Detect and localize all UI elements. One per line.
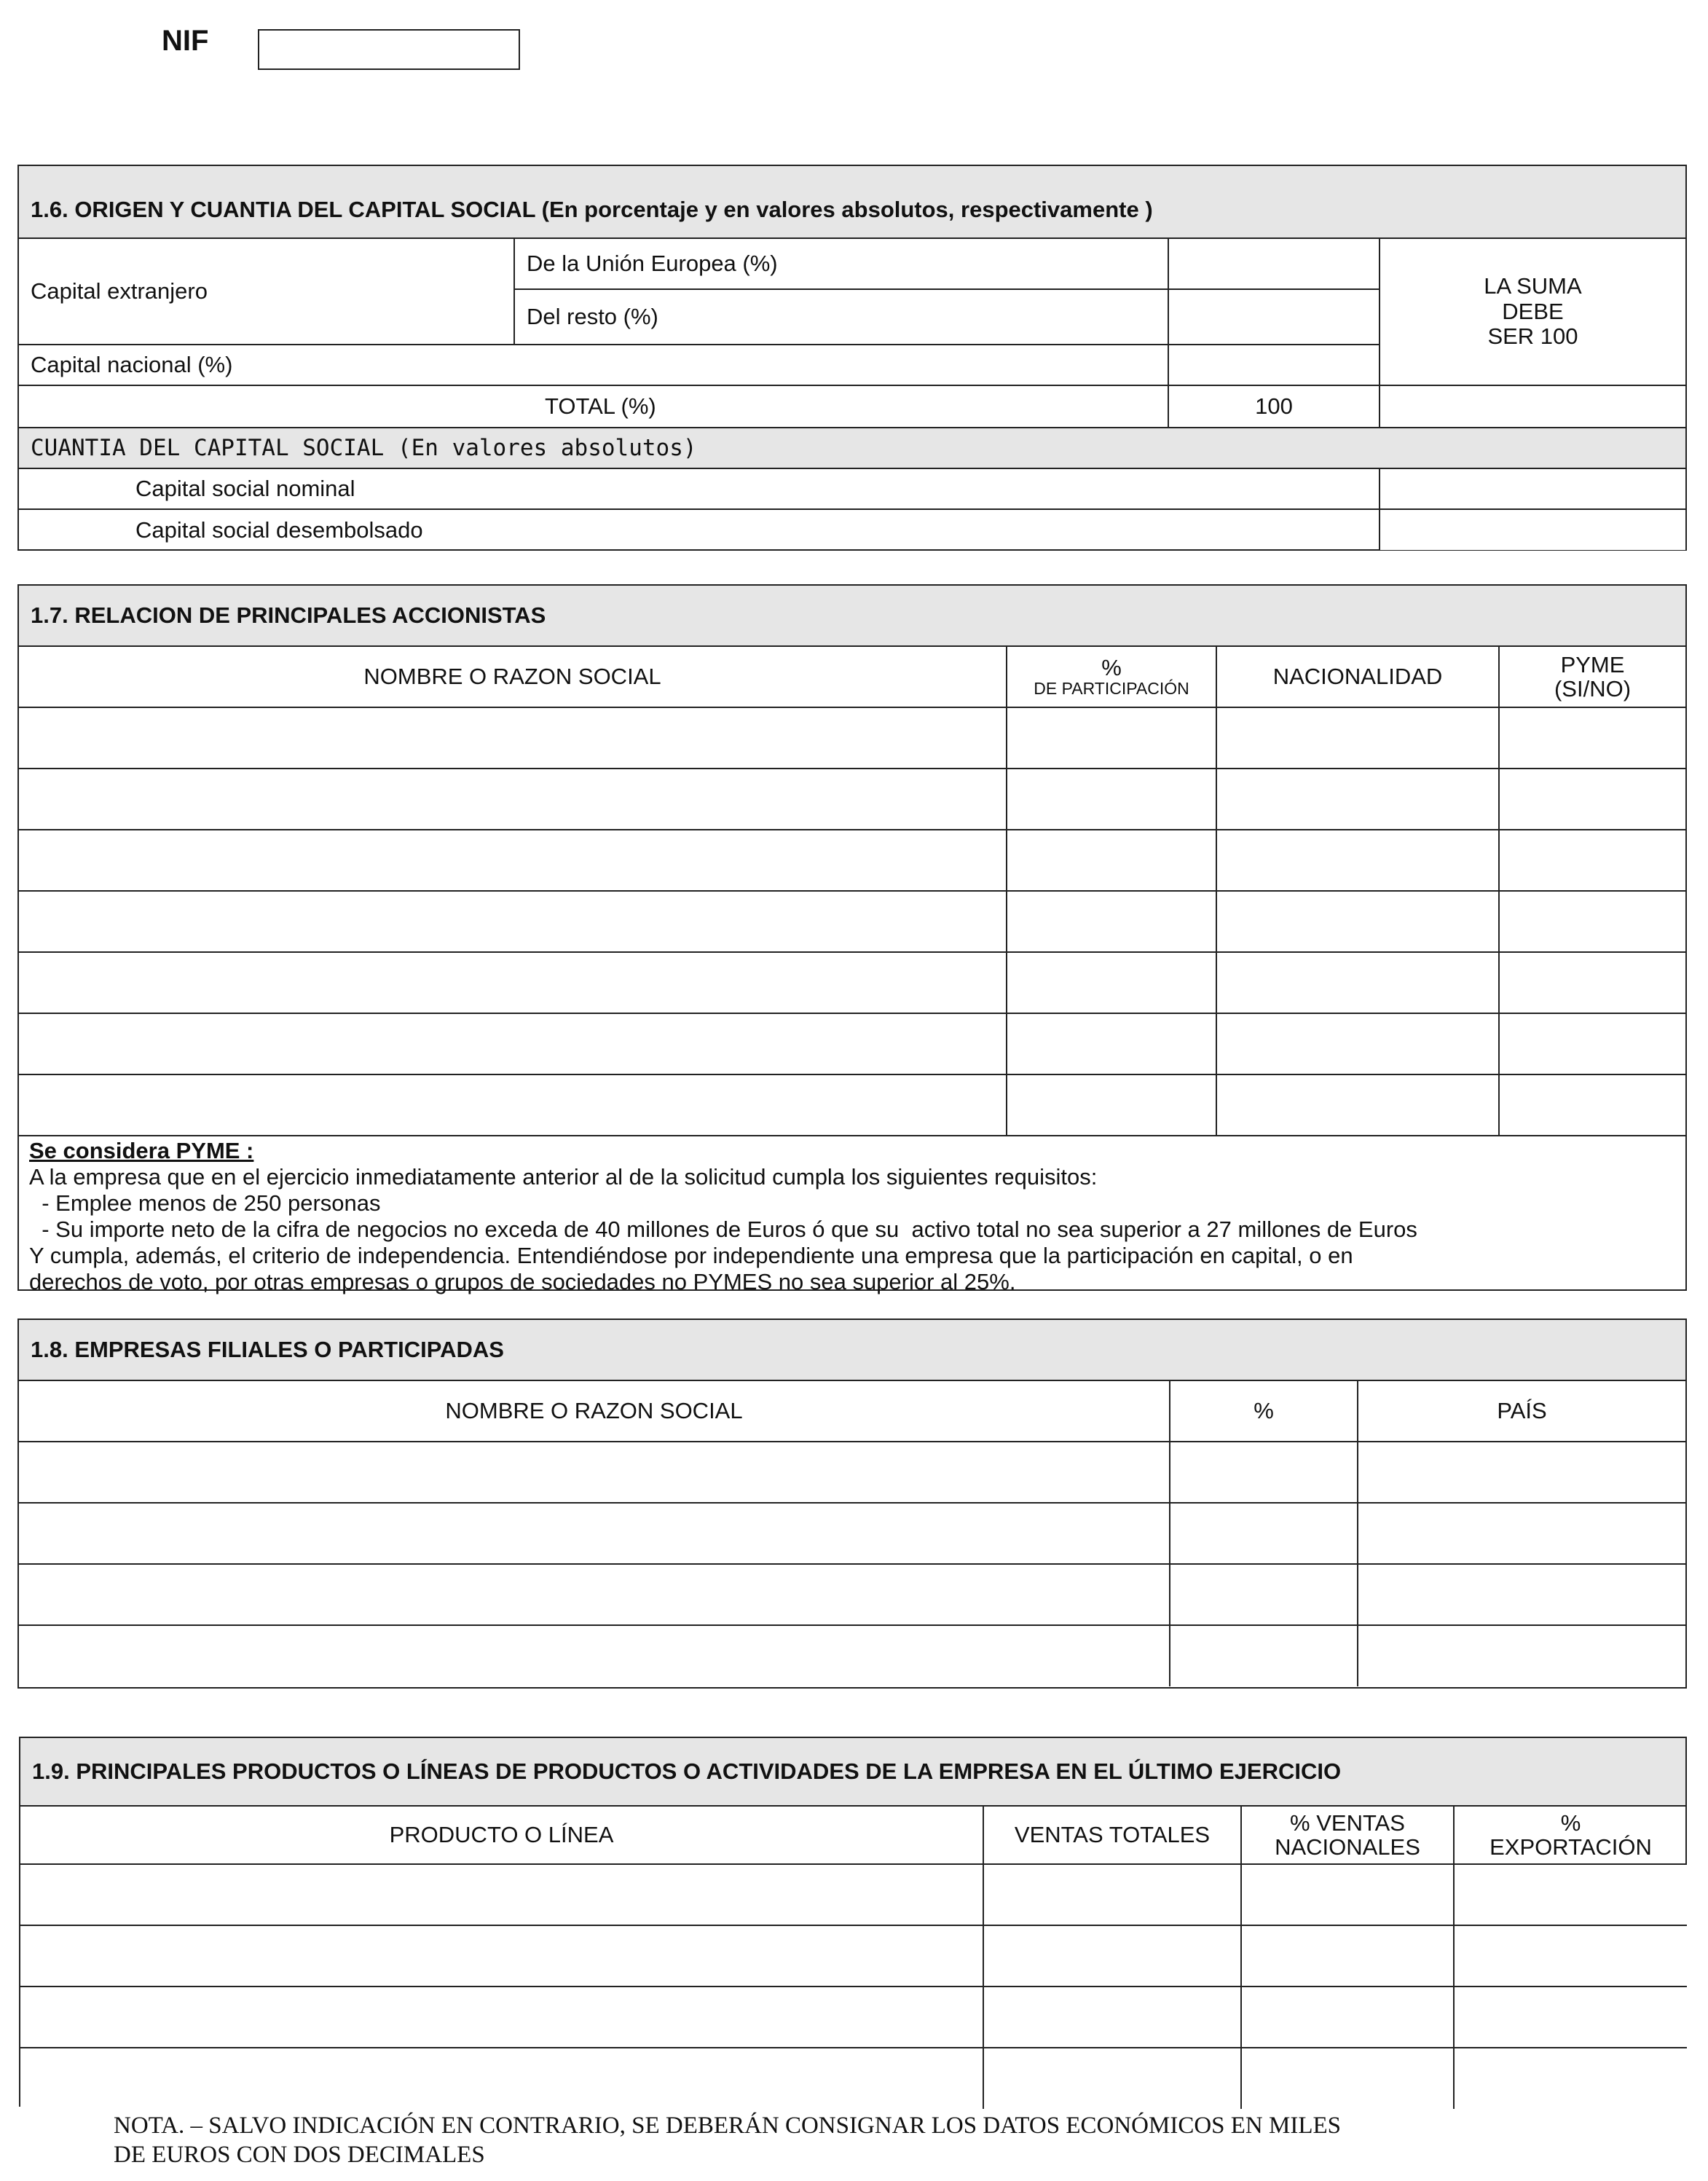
nombre-cell[interactable]	[19, 1503, 1170, 1564]
suma-note	[1380, 238, 1685, 385]
pct-cell[interactable]	[1170, 1564, 1358, 1625]
col-pais-header: PAÍS	[1358, 1380, 1685, 1442]
nombre-cell[interactable]	[19, 830, 1007, 891]
nacionalidad-cell[interactable]	[1216, 707, 1499, 769]
col-pyme-header	[1499, 646, 1685, 707]
nif-input[interactable]	[258, 29, 520, 70]
section-capital-social	[17, 165, 1687, 551]
ventas-cell[interactable]	[983, 2048, 1241, 2109]
nota-footer	[114, 2111, 1658, 2169]
col-ventas-header: VENTAS TOTALES	[983, 1806, 1241, 1864]
pyme-cell[interactable]	[1499, 1074, 1685, 1136]
producto-cell[interactable]	[20, 1925, 983, 1987]
resto-input[interactable]	[1168, 289, 1380, 345]
exportacion-line: %	[1560, 1809, 1581, 1836]
nombre-cell[interactable]	[19, 1564, 1170, 1625]
section-title-1-9: 1.9. PRINCIPALES PRODUCTOS O LÍNEAS DE PRODUCTOS O ACTIVIDADES DE LA EMPRESA EN EL ÚLTIMO EJERCICIO	[20, 1738, 1685, 1807]
nif-label: NIF	[162, 25, 209, 57]
table-row	[19, 891, 1685, 952]
nacionales-cell[interactable]	[1241, 1864, 1454, 1925]
pyme-cell[interactable]	[1499, 1013, 1685, 1074]
col-nombre-header: NOMBRE O RAZON SOCIAL	[19, 646, 1007, 707]
nacionales-cell[interactable]	[1241, 2048, 1454, 2109]
participacion-cell[interactable]	[1007, 707, 1216, 769]
nacionalidad-cell[interactable]	[1216, 1013, 1499, 1074]
col-pct-header: %	[1170, 1380, 1358, 1442]
pais-cell[interactable]	[1358, 1503, 1685, 1564]
section-title-1-7: 1.7. RELACION DE PRINCIPALES ACCIONISTAS	[19, 586, 1685, 647]
participacion-cell[interactable]	[1007, 1013, 1216, 1074]
nota-line: NOTA. – SALVO INDICACIÓN EN CONTRARIO, SE DEBERÁN CONSIGNAR LOS DATOS ECONÓMICOS EN MILES	[114, 2113, 1342, 2139]
union-europea-label: De la Unión Europea (%)	[514, 238, 1168, 289]
total-value: 100	[1168, 385, 1380, 428]
nacionales-cell[interactable]	[1241, 1925, 1454, 1987]
capital-nominal-label: Capital social nominal	[19, 468, 1380, 509]
capital-nacional-label: Capital nacional (%)	[19, 345, 1168, 385]
table-row	[19, 830, 1685, 891]
ventas-cell[interactable]	[983, 1925, 1241, 1987]
pyme-cell[interactable]	[1499, 952, 1685, 1013]
table-row	[19, 952, 1685, 1013]
exportacion-cell[interactable]	[1454, 1864, 1687, 1925]
capital-nacional-input[interactable]	[1168, 345, 1380, 385]
pyme-line: PYME	[1560, 651, 1625, 677]
col-nacionales-header	[1241, 1806, 1454, 1864]
ventas-cell[interactable]	[983, 1864, 1241, 1925]
pct-cell[interactable]	[1170, 1503, 1358, 1564]
pct-label: DE PARTICIPACIÓN	[1034, 679, 1189, 699]
participacion-cell[interactable]	[1007, 952, 1216, 1013]
capital-social-table	[19, 237, 1685, 550]
nota-line: DE EUROS CON DOS DECIMALES	[114, 2142, 485, 2168]
nombre-cell[interactable]	[19, 1013, 1007, 1074]
nacionales-cell[interactable]	[1241, 1987, 1454, 2048]
section-principales-productos	[19, 1737, 1687, 2107]
nombre-cell[interactable]	[19, 1074, 1007, 1136]
pyme-note-line: derechos de voto, por otras empresas o grupos de sociedades no PYMES no sea superior al 25%.	[29, 1269, 1016, 1294]
pyme-note-line: - Su importe neto de la cifra de negocios no exceda de 40 millones de Euros ó que su activo total no sea superior a 27 millones de Euros	[29, 1217, 1417, 1242]
total-spacer	[1380, 385, 1685, 428]
suma-line: SER 100	[1487, 323, 1578, 350]
participacion-cell[interactable]	[1007, 1074, 1216, 1136]
ventas-cell[interactable]	[983, 1987, 1241, 2048]
table-row	[19, 1503, 1685, 1564]
nacionalidad-cell[interactable]	[1216, 952, 1499, 1013]
capital-extranjero-label: Capital extranjero	[19, 238, 514, 345]
union-europea-input[interactable]	[1168, 238, 1380, 289]
cuantia-subtitle: CUANTIA DEL CAPITAL SOCIAL (En valores absolutos)	[19, 428, 1685, 468]
table-row	[19, 1442, 1685, 1503]
suma-line: DEBE	[1502, 298, 1564, 324]
pyme-note-line: Y cumpla, además, el criterio de independencia. Entendiéndose por independiente una empresa que la participación en capital, o en	[29, 1243, 1353, 1268]
table-row	[19, 707, 1685, 769]
participacion-cell[interactable]	[1007, 769, 1216, 830]
section-title-1-6: 1.6. ORIGEN Y CUANTIA DEL CAPITAL SOCIAL (En porcentaje y en valores absolutos, respectivamente )	[19, 166, 1685, 239]
exportacion-cell[interactable]	[1454, 1925, 1687, 1987]
producto-cell[interactable]	[20, 1987, 983, 2048]
capital-desembolsado-input[interactable]	[1380, 509, 1685, 550]
pyme-cell[interactable]	[1499, 769, 1685, 830]
pyme-note-line: A la empresa que en el ejercicio inmediatamente anterior al de la solicitud cumpla los siguientes requisitos:	[29, 1164, 1098, 1190]
pais-cell[interactable]	[1358, 1625, 1685, 1686]
participacion-cell[interactable]	[1007, 891, 1216, 952]
pyme-cell[interactable]	[1499, 830, 1685, 891]
pyme-note-title: Se considera PYME :	[29, 1138, 254, 1163]
resto-label: Del resto (%)	[514, 289, 1168, 345]
pct-symbol: %	[1101, 654, 1122, 680]
section-title-1-8: 1.8. EMPRESAS FILIALES O PARTICIPADAS	[19, 1320, 1685, 1381]
table-row	[19, 769, 1685, 830]
nombre-cell[interactable]	[19, 952, 1007, 1013]
pais-cell[interactable]	[1358, 1564, 1685, 1625]
table-row	[19, 1074, 1685, 1136]
nombre-cell[interactable]	[19, 1442, 1170, 1503]
nombre-cell[interactable]	[19, 1625, 1170, 1686]
total-label: TOTAL (%)	[19, 385, 1168, 428]
exportacion-cell[interactable]	[1454, 2048, 1687, 2109]
nacionales-line: % VENTAS	[1290, 1809, 1405, 1836]
col-participacion-header	[1007, 646, 1216, 707]
pct-cell[interactable]	[1170, 1442, 1358, 1503]
productos-table	[20, 1805, 1687, 2109]
capital-nominal-input[interactable]	[1380, 468, 1685, 509]
nacionalidad-cell[interactable]	[1216, 769, 1499, 830]
pct-cell[interactable]	[1170, 1625, 1358, 1686]
table-row	[19, 1564, 1685, 1625]
nacionalidad-cell[interactable]	[1216, 1074, 1499, 1136]
nombre-cell[interactable]	[19, 769, 1007, 830]
col-nombre-header: NOMBRE O RAZON SOCIAL	[19, 1380, 1170, 1442]
section-accionistas	[17, 584, 1687, 1294]
table-row	[20, 2048, 1687, 2109]
producto-cell[interactable]	[20, 1864, 983, 1925]
capital-desembolsado-label: Capital social desembolsado	[19, 509, 1380, 550]
pyme-definition-note	[29, 1138, 1678, 1295]
accionistas-table	[19, 645, 1685, 1136]
pyme-cell[interactable]	[1499, 707, 1685, 769]
section-empresas-filiales	[17, 1319, 1687, 1689]
participacion-cell[interactable]	[1007, 830, 1216, 891]
exportacion-cell[interactable]	[1454, 1987, 1687, 2048]
suma-line: LA SUMA	[1484, 272, 1582, 299]
table-row	[20, 1987, 1687, 2048]
producto-cell[interactable]	[20, 2048, 983, 2109]
col-exportacion-header	[1454, 1806, 1687, 1864]
nacionales-line: NACIONALES	[1275, 1834, 1420, 1860]
pyme-note-line: - Emplee menos de 250 personas	[29, 1190, 381, 1216]
nombre-cell[interactable]	[19, 707, 1007, 769]
pyme-cell[interactable]	[1499, 891, 1685, 952]
pyme-line: (SI/NO)	[1554, 676, 1632, 702]
nombre-cell[interactable]	[19, 891, 1007, 952]
pais-cell[interactable]	[1358, 1442, 1685, 1503]
table-row	[20, 1864, 1687, 1925]
table-row	[19, 1013, 1685, 1074]
table-row	[19, 1625, 1685, 1686]
table-row	[20, 1925, 1687, 1987]
nacionalidad-cell[interactable]	[1216, 830, 1499, 891]
col-producto-header: PRODUCTO O LÍNEA	[20, 1806, 983, 1864]
nacionalidad-cell[interactable]	[1216, 891, 1499, 952]
exportacion-line: EXPORTACIÓN	[1489, 1834, 1652, 1860]
filiales-table	[19, 1380, 1685, 1686]
col-nacionalidad-header: NACIONALIDAD	[1216, 646, 1499, 707]
